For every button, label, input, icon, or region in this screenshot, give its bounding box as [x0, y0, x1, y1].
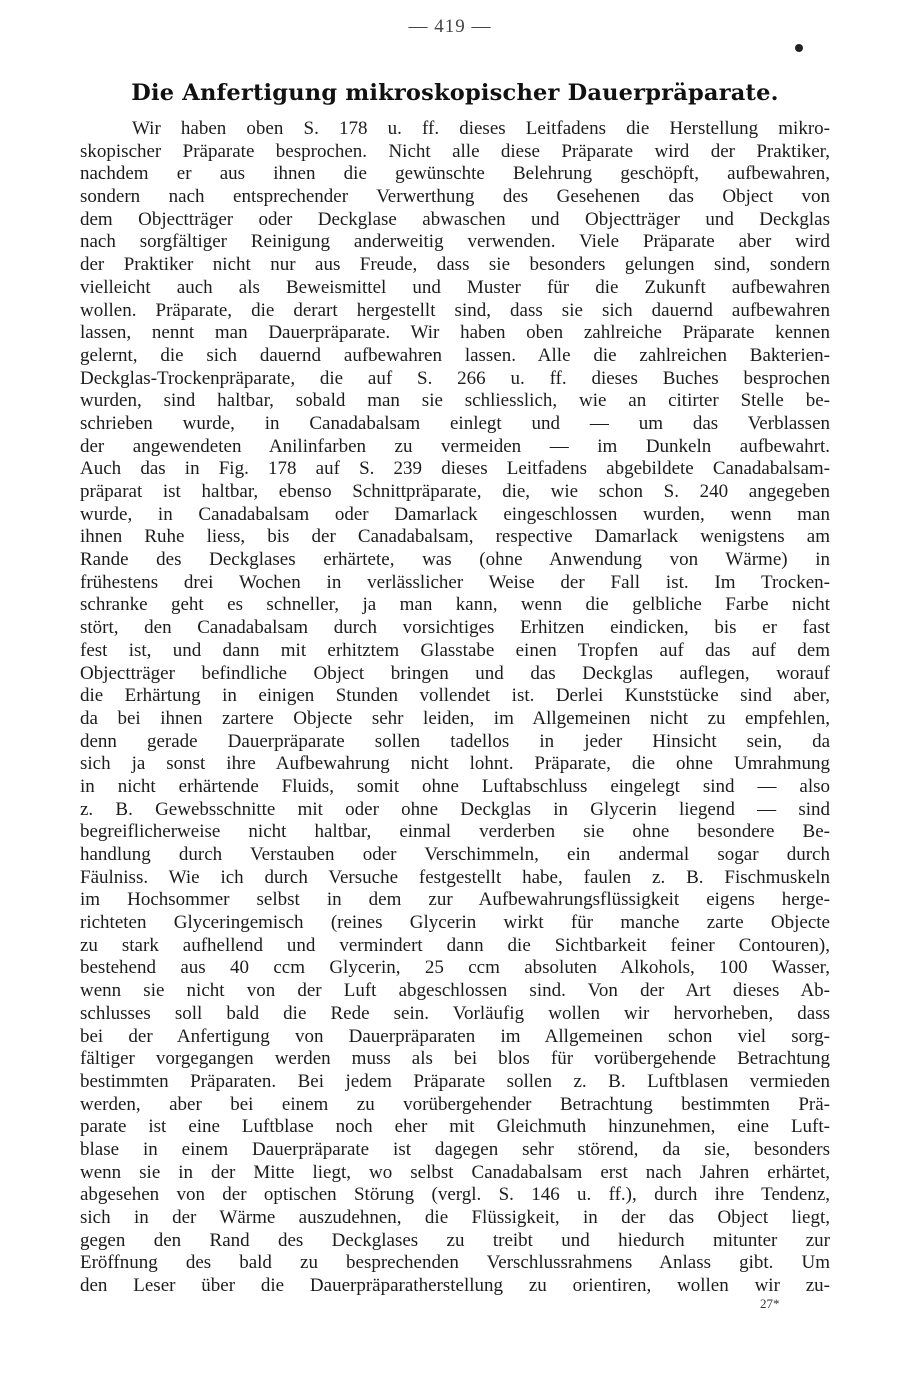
text-line: schranke geht es schneller, ja man kann, wenn die gelbliche Farbe nicht	[80, 594, 830, 616]
text-line: da bei ihnen zartere Objecte sehr leiden, im Allgemeinen nicht zu empfehlen,	[80, 707, 830, 729]
text-line: fältiger vorgegangen werden muss als bei blos für vorübergehende Betrachtung	[80, 1048, 830, 1070]
text-line: skopischer Präparate besprochen. Nicht alle diese Präparate wird der Praktiker,	[80, 140, 830, 162]
text-line: nach sorgfältiger Reinigung anderweitig verwenden. Viele Präparate aber wird	[80, 231, 830, 253]
text-line: wollen. Präparate, die derart hergestellt sind, dass sie sich dauernd aufbewahren	[80, 299, 830, 321]
text-line: schrieben wurde, in Canadabalsam einlegt und — um das Verblassen	[80, 412, 830, 434]
text-line: den Leser über die Dauerpräparatherstellung zu orientiren, wollen wir zu-	[80, 1275, 830, 1297]
text-line: der angewendeten Anilinfarben zu vermeiden — im Dunkeln aufbewahrt.	[80, 435, 830, 457]
text-line: fest ist, und dann mit erhitztem Glasstabe einen Tropfen auf das auf dem	[80, 639, 830, 661]
text-line: wurde, in Canadabalsam oder Damarlack eingeschlossen wurden, wenn man	[80, 503, 830, 525]
signature-mark: 27*	[760, 1296, 780, 1311]
text-line: der Praktiker nicht nur aus Freude, dass sie besonders gelungen sind, sondern	[80, 254, 830, 276]
text-line: richteten Glyceringemisch (reines Glycerin wirkt für manche zarte Objecte	[80, 912, 830, 934]
text-line: zu stark aufhellend und vermindert dann die Sichtbarkeit feiner Contouren),	[80, 934, 830, 956]
text-line: bestimmten Präparaten. Bei jedem Präparate sollen z. B. Luftblasen vermieden	[80, 1070, 830, 1092]
text-line: bei der Anfertigung von Dauerpräparaten im Allgemeinen schon viel sorg-	[80, 1025, 830, 1047]
text-line: parate ist eine Luftblase noch eher mit Gleichmuth hinzunehmen, eine Luft-	[80, 1116, 830, 1138]
section-title: Die Anfertigung mikroskopischer Dauerpräparate.	[131, 80, 779, 106]
text-line: Auch das in Fig. 178 auf S. 239 dieses Leitfadens abgebildete Canadabalsam-	[80, 458, 830, 480]
text-line: Objectträger befindliche Object bringen und das Deckglas auflegen, worauf	[80, 662, 830, 684]
text-line: lassen, nennt man Dauerpräparate. Wir haben oben zahlreiche Präparate kennen	[80, 322, 830, 344]
text-line: denn gerade Dauerpräparate sollen tadellos in jeder Hinsicht sein, da	[80, 730, 830, 752]
text-line: Eröffnung des bald zu besprechenden Verschlussrahmens Anlass gibt. Um	[80, 1252, 830, 1274]
text-line: dem Objectträger oder Deckglase abwaschen und Objectträger und Deckglas	[80, 208, 830, 230]
text-line: wurden, sind haltbar, sobald man sie schliesslich, wie an citirter Stelle be-	[80, 390, 830, 412]
page-number: — 419 —	[408, 16, 492, 37]
text-line: werden, aber bei einem zu vorübergehender Betrachtung bestimmten Prä-	[80, 1093, 830, 1115]
text-line: Wir haben oben S. 178 u. ff. dieses Leitfadens die Herstellung mikro-	[132, 118, 830, 139]
ink-dot	[795, 44, 803, 52]
text-line: gelernt, die sich dauernd aufbewahren lassen. Alle die zahlreichen Bakterien-	[80, 344, 830, 366]
text-line: Fäulniss. Wie ich durch Versuche festgestellt habe, faulen z. B. Fischmuskeln	[80, 866, 830, 888]
text-line: im Hochsommer selbst in dem zur Aufbewahrungsflüssigkeit eigens herge-	[80, 889, 830, 911]
text-line: sich ja sonst ihre Aufbewahrung nicht lohnt. Präparate, die ohne Umrahmung	[80, 753, 830, 775]
text-line: frühestens drei Wochen in verlässlicher Weise der Fall ist. Im Trocken-	[80, 571, 830, 593]
text-line: sich in der Wärme auszudehnen, die Flüssigkeit, in der das Object liegt,	[80, 1207, 830, 1228]
text-line: Deckglas-Trockenpräparate, die auf S. 266 u. ff. dieses Buches besprochen	[80, 367, 830, 389]
text-line: Rande des Deckglases erhärtete, was (ohne Anwendung von Wärme) in	[80, 549, 830, 571]
text-line: sondern nach entsprechender Verwerthung des Gesehenen das Object von	[80, 186, 830, 208]
text-line: wenn sie nicht von der Luft abgeschlossen sind. Von der Art dieses Ab-	[80, 980, 830, 1002]
text-line: ihnen Ruhe liess, bis der Canadabalsam, respective Damarlack wenigstens am	[80, 526, 830, 548]
text-line: handlung durch Verstauben oder Verschimmeln, ein andermal sogar durch	[80, 844, 830, 865]
text-line: blase in einem Dauerpräparate ist dagegen sehr störend, da sie, besonders	[80, 1138, 830, 1160]
text-line: begreiflicherweise nicht haltbar, einmal verderben sie ohne besondere Be-	[80, 821, 830, 843]
text-line: schlusses soll bald die Rede sein. Vorläufig wollen wir hervorheben, dass	[80, 1002, 830, 1024]
text-line: in nicht erhärtende Fluids, somit ohne Luftabschluss eingelegt sind — also	[80, 775, 830, 797]
text-line: z. B. Gewebsschnitte mit oder ohne Deckglas in Glycerin liegend — sind	[80, 798, 830, 820]
text-line: stört, den Canadabalsam durch vorsichtiges Erhitzen eindicken, bis er fast	[80, 617, 830, 639]
text-line: präparat ist haltbar, ebenso Schnittpräparate, die, wie schon S. 240 angegeben	[80, 481, 830, 502]
text-line: vielleicht auch als Beweismittel und Muster für die Zukunft aufbewahren	[80, 276, 830, 298]
text-line: die Erhärtung in einigen Stunden vollendet ist. Derlei Kunststücke sind aber,	[80, 685, 830, 707]
text-line: gegen den Rand des Deckglases zu treibt und hiedurch mitunter zur	[80, 1229, 830, 1251]
text-line: nachdem er aus ihnen die gewünschte Belehrung geschöpft, aufbewahren,	[80, 163, 830, 185]
body-paragraph	[80, 118, 830, 1298]
text-line: abgesehen von der optischen Störung (vergl. S. 146 u. ff.), durch ihre Tendenz,	[80, 1184, 830, 1206]
text-line: wenn sie in der Mitte liegt, wo selbst Canadabalsam erst nach Jahren erhärtet,	[80, 1161, 830, 1183]
text-line: bestehend aus 40 ccm Glycerin, 25 ccm absoluten Alkohols, 100 Wasser,	[80, 957, 830, 979]
